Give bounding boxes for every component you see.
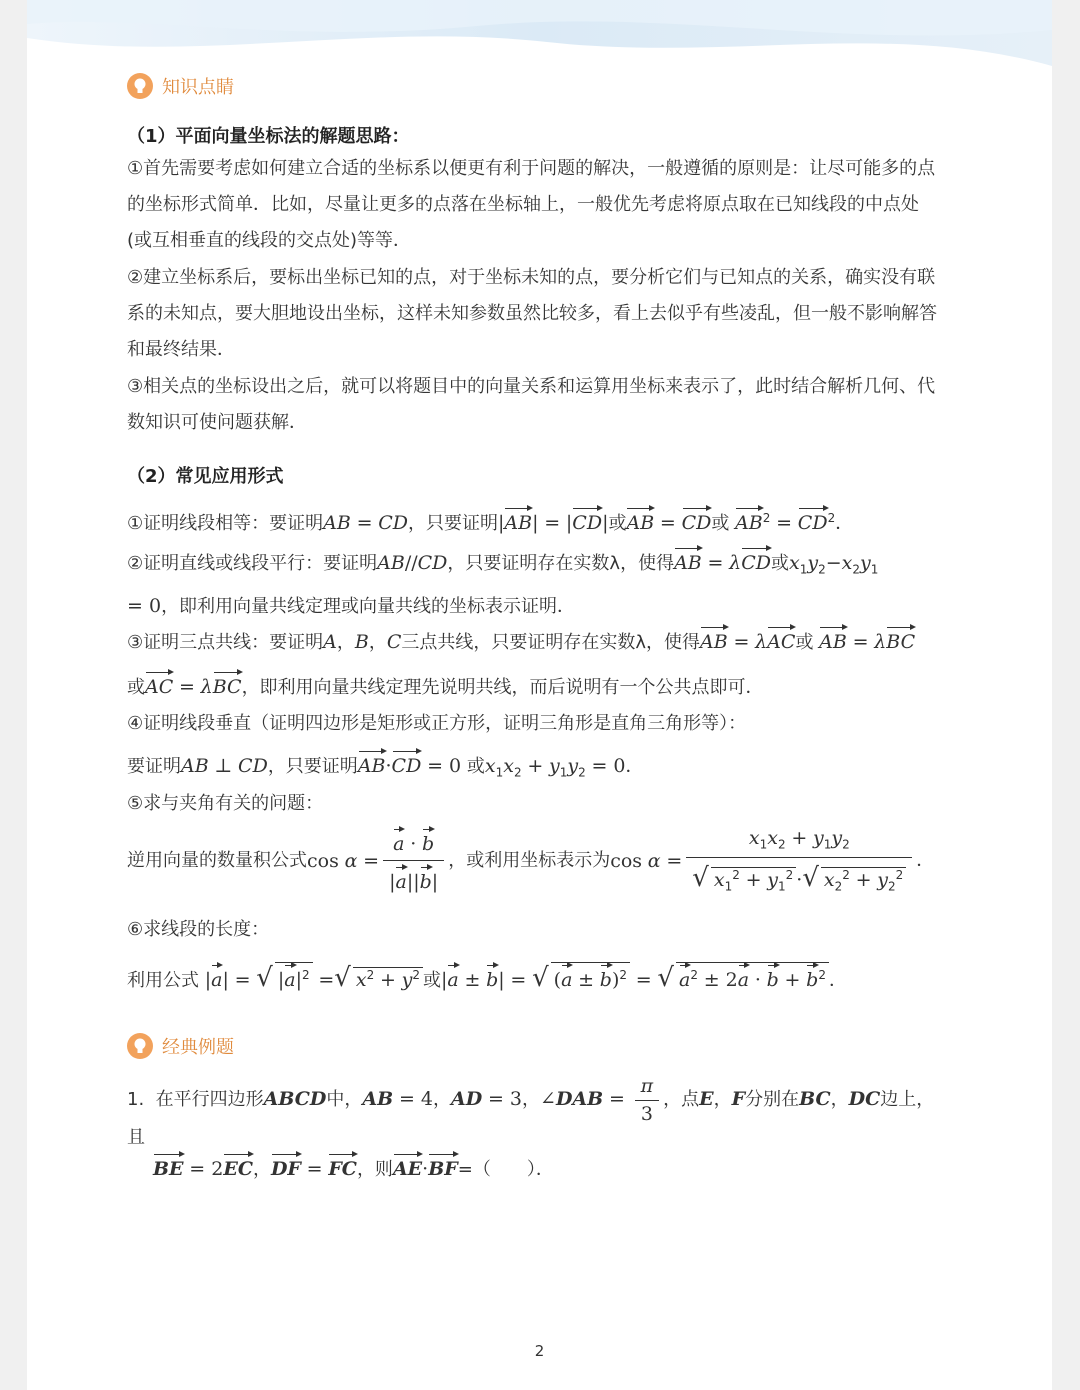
formula-length xyxy=(127,912,947,948)
text: ，则 xyxy=(356,1158,393,1180)
text-line: 和最终结果． xyxy=(127,339,235,360)
formula-equal-segments: ①证明线段相等：要证明AB = CD，只要证明|AB| = |CD|或AB = CD或 $AB^2 = CD^2$． xyxy=(127,500,947,542)
text: ③证明三点共线：要证明 xyxy=(127,632,324,653)
text: ，即利用向量共线定理先说明共线，而后说明有一个公共点即可． xyxy=(241,677,764,698)
subheading-method: （1）平面向量坐标法的解题思路： xyxy=(127,126,410,147)
section-header-knowledge xyxy=(127,73,234,99)
text: ，点 xyxy=(663,1089,700,1111)
text: ⑤求与夹角有关的问题： xyxy=(127,793,324,814)
section-title: 知识点睛 xyxy=(162,77,234,98)
paragraph-step3 xyxy=(127,369,947,441)
formula-length-line: 利用公式 |a| = √ $|a|^2$ =√ $x^2 + y^2$ 或|a ± b| = √ $(a \pm b)^2$ = √ $a^2 \pm 2a \cdot b + b^2$ ． xyxy=(127,963,847,993)
text: 或 xyxy=(127,677,145,698)
text: ，即利用向量共线定理或向量共线的坐标表示证明． xyxy=(161,595,576,617)
text: ④证明线段垂直（证明四边形是矩形或正方形，证明三角形是直角三角形等）： xyxy=(127,713,747,734)
subheading-applications: （2）常见应用形式 xyxy=(127,466,284,487)
text: ，只要证明 xyxy=(267,756,358,777)
document-page xyxy=(27,0,1052,1390)
text: =（ ）． xyxy=(457,1158,554,1180)
text: ，只要证明 xyxy=(408,513,498,534)
text: 边上，且 xyxy=(127,1089,935,1149)
question-1: 1. 在平行四边形ABCD中，AB = 4，AD = 3，∠DAB = $\frac{\pi}{3}$ ，点E，F分别在BC，DC边上，且 BE = 2EC，DF = FC，则AE·BF=（ ）． xyxy=(127,1075,935,1180)
fraction: $\frac{x_1x_2 + y_1y_2}{√ x_1^2 + y_1^2 \cdot√ x_2^2 + y_2^2}$ xyxy=(686,826,912,896)
text: 或 xyxy=(608,513,627,534)
page-number: 2 xyxy=(534,1342,545,1360)
formula-parallel: ②证明直线或线段平行：要证明AB//CD，只要证明存在实数λ，使得AB = λCD或$x_1y_2-x_2y_1$ = 0，即利用向量共线定理或向量共线的坐标表示证明． xyxy=(127,545,947,625)
section-header-examples xyxy=(127,1033,234,1059)
paragraph-step1 xyxy=(127,151,947,259)
text: ②证明直线或线段平行：要证明 xyxy=(127,553,378,574)
text-line: 的坐标形式简单．比如，尽量让更多的点落在坐标轴上，一般优先考虑将原点取在已知线段的中点处 xyxy=(127,194,919,215)
text: 利用公式 xyxy=(127,970,199,991)
paragraph-step2 xyxy=(127,260,947,368)
lightbulb-icon xyxy=(127,73,153,99)
formula-angle xyxy=(127,786,947,822)
text: 或 xyxy=(795,632,814,653)
lightbulb-icon xyxy=(127,1033,153,1059)
formula-perpendicular: ④证明线段垂直（证明四边形是矩形或正方形，证明三角形是直角三角形等）： 要证明AB ⊥ CD，只要证明AB·CD = 0 或$x_1x_2 + y_1y_2 = 0$． xyxy=(127,706,947,791)
text: ，或利用坐标表示为 xyxy=(448,850,611,872)
text: 分别在 xyxy=(745,1089,800,1111)
text-line: 系的未知点，要大胆地设出坐标，这样未知参数虽然比较多，看上去似乎有些凌乱，但一般不影响解答 xyxy=(127,303,937,324)
text: ①证明线段相等：要证明 xyxy=(127,513,324,534)
text-line: (或互相垂直的线段的交点处)等等． xyxy=(127,230,412,251)
text: ⑥求线段的长度： xyxy=(127,919,270,940)
text-line: ①首先需要考虑如何建立合适的坐标系以便更有利于问题的解决，一般遵循的原则是：让尽可能多的点 xyxy=(127,158,936,179)
formula-angle-line: 逆用向量的数量积公式 cos α = $\frac{a \cdot b}{|a||b|}$ ，或利用坐标表示为 cos α = $\frac{x_1x_2 + y_1y_2}{√ x_1^2 + y_1^2 \cdot√ x_2^2 + y_2^2}$ ． xyxy=(127,826,947,896)
question-number: 1. xyxy=(127,1089,145,1111)
section-title: 经典例题 xyxy=(162,1037,234,1058)
text: 要证明 xyxy=(127,756,181,777)
text: 或 xyxy=(466,756,485,777)
text: 或 xyxy=(770,553,789,574)
text: 或 xyxy=(711,513,730,534)
header-wave-decoration xyxy=(27,0,1052,70)
text: 在平行四边形 xyxy=(155,1089,264,1111)
text: 逆用向量的数量积公式 xyxy=(127,850,307,872)
text: ，只要证明存在实数λ，使得 xyxy=(447,553,675,574)
text: 三点共线，只要证明存在实数λ，使得 xyxy=(401,632,701,653)
text-line: 数知识可使问题获解． xyxy=(127,412,307,433)
text: 或 xyxy=(422,970,441,991)
fraction: $\frac{a \cdot b}{|a||b|}$ xyxy=(383,827,444,895)
text: 中， xyxy=(326,1089,363,1111)
formula-collinear: ③证明三点共线：要证明A，B，C三点共线，只要证明存在实数λ，使得AB = λAC或 AB = λBC 或AC = λBC，即利用向量共线定理先说明共线，而后说明有一个公共点即可． xyxy=(127,624,947,706)
text-line: ②建立坐标系后，要标出坐标已知的点，对于坐标未知的点，要分析它们与已知点的关系，确实没有联 xyxy=(127,267,936,288)
text-line: ③相关点的坐标设出之后，就可以将题目中的向量关系和运算用坐标来表示了，此时结合解析几何、代 xyxy=(127,376,936,397)
